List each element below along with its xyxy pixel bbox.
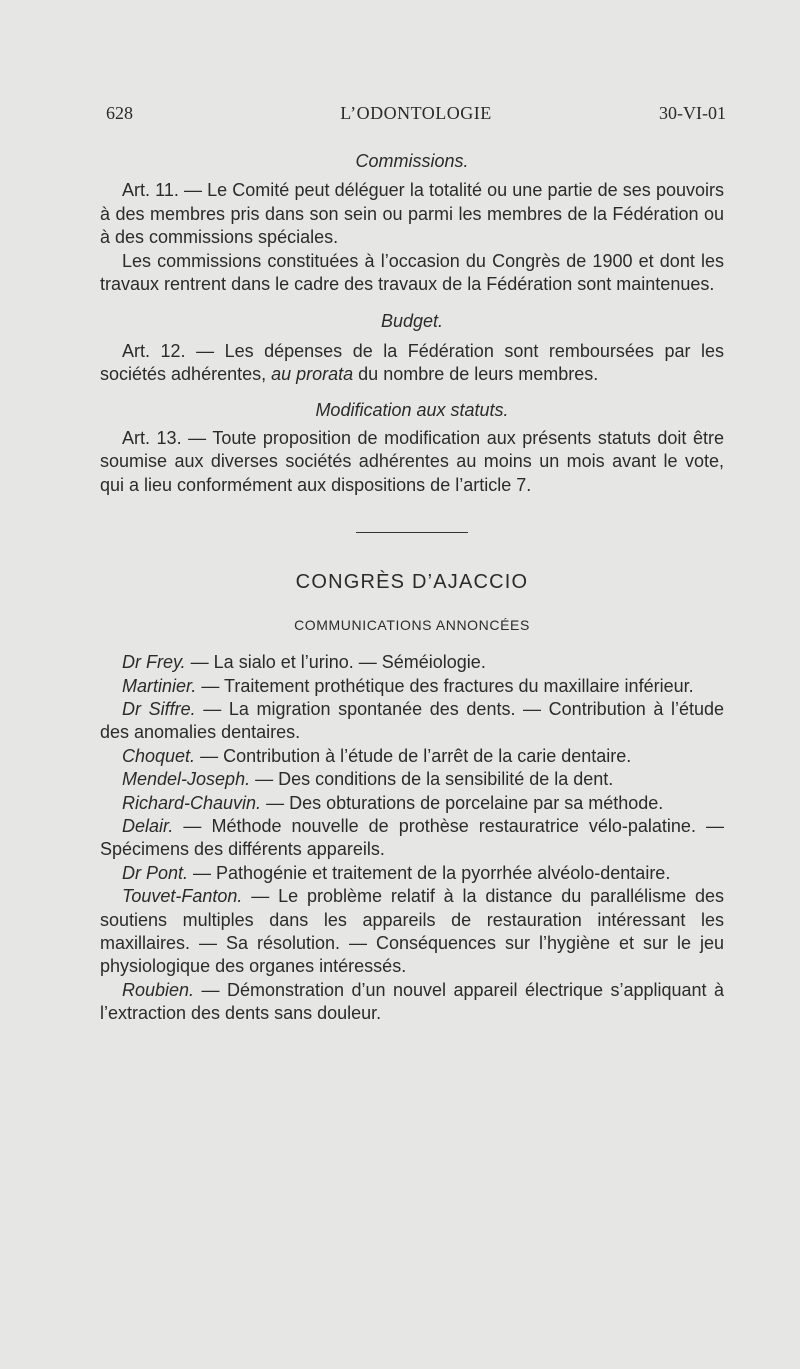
communication-entry xyxy=(100,792,724,815)
entry-text: — Des conditions de la sensibilité de la dent. xyxy=(250,769,614,790)
communication-entry xyxy=(100,885,724,979)
heading-modification: Modification aux statuts. xyxy=(315,399,509,420)
congres-title: CONGRÈS D’AJACCIO xyxy=(295,571,529,594)
body-text xyxy=(100,150,724,1026)
entry-text: — La sialo et l’urino. — Séméiologie. xyxy=(185,652,486,673)
entry-text: — Méthode nouvelle de prothèse restauratrice vélo-palatine. — Spécimens des différents appareils. xyxy=(100,815,724,860)
communication-entry xyxy=(100,815,724,862)
entry-author: Dr Pont. xyxy=(122,862,189,883)
entry-text: — Pathogénie et traitement de la pyorrhée alvéolo-dentaire. xyxy=(188,862,671,883)
journal-title: L’ODONTOLOGIE xyxy=(340,103,492,123)
section-divider xyxy=(356,532,468,533)
communication-entry xyxy=(100,698,724,745)
communication-entry xyxy=(100,979,724,1026)
entry-text: — La migration spontanée des dents. — Contribution à l’étude des anomalies dentaires. xyxy=(100,698,724,743)
entry-text: — Contribution à l’étude de l’arrêt de la carie dentaire. xyxy=(195,745,632,766)
running-head xyxy=(106,103,726,129)
communication-entry xyxy=(100,675,724,698)
entry-author: Mendel-Joseph. xyxy=(122,769,251,790)
article-11-label: Art. 11. xyxy=(122,180,179,201)
communication-entry xyxy=(100,745,724,768)
communication-entry xyxy=(100,768,724,791)
issue-date: 30-VI-01 xyxy=(659,103,726,123)
article-12-text-a: — Les dépenses de la Fédération sont remboursées par les sociétés adhérentes, xyxy=(100,340,724,385)
article-12-text-b: du nombre de leurs membres. xyxy=(353,364,599,385)
article-13-text: — Toute proposition de modification aux présents statuts doit être soumise aux diverses sociétés adhérentes au moins un mois avant le vote, qui a lieu conformément aux dispositions de l’article 7. xyxy=(100,428,724,495)
article-13 xyxy=(100,427,724,497)
entry-author: Dr Siffre. xyxy=(122,698,196,719)
entry-author: Roubien. xyxy=(122,979,195,1000)
entry-text: — Le problème relatif à la distance du parallélisme des soutiens multiples dans les appareils de restauration intéressant les maxillaires. — Sa résolution. — Conséquences sur l’hygiène et sur le jeu physiologique des organes intéressés. xyxy=(100,886,724,977)
commissions-paragraph: Les commissions constituées à l’occasion du Congrès de 1900 et dont les travaux rentrent dans le cadre des travaux de la Fédération sont maintenues. xyxy=(100,250,724,295)
entry-author: Choquet. xyxy=(122,745,196,766)
article-12-italic: au prorata xyxy=(271,364,354,385)
entry-text: — Traitement prothétique des fractures du maxillaire inférieur. xyxy=(196,675,694,696)
entry-author: Martinier. xyxy=(122,675,197,696)
entry-author: Touvet-Fanton. xyxy=(122,886,243,907)
page-number: 628 xyxy=(106,103,133,123)
entry-author: Richard-Chauvin. xyxy=(122,792,262,813)
article-11 xyxy=(100,179,724,249)
entry-author: Dr Frey. xyxy=(122,652,186,673)
entry-text: — Démonstration d’un nouvel appareil électrique s’appliquant à l’extraction des dents sans douleur. xyxy=(100,979,724,1024)
article-12 xyxy=(100,340,724,387)
article-11-text: — Le Comité peut déléguer la totalité ou une partie de ses pouvoirs à des membres pris dans son sein ou parmi les membres de la Fédération ou à des commissions spéciales. xyxy=(100,180,724,248)
communication-entry xyxy=(100,651,724,674)
entry-author: Delair. xyxy=(122,815,174,836)
article-12-label: Art. 12. xyxy=(122,340,186,361)
communication-entry xyxy=(100,862,724,885)
heading-budget: Budget. xyxy=(380,311,444,332)
entry-text: — Des obturations de porcelaine par sa méthode. xyxy=(261,792,664,813)
heading-commissions: Commissions. xyxy=(355,151,469,171)
communications-subtitle: COMMUNICATIONS ANNONCÉES xyxy=(294,616,530,633)
article-13-label: Art. 13. xyxy=(122,428,182,449)
